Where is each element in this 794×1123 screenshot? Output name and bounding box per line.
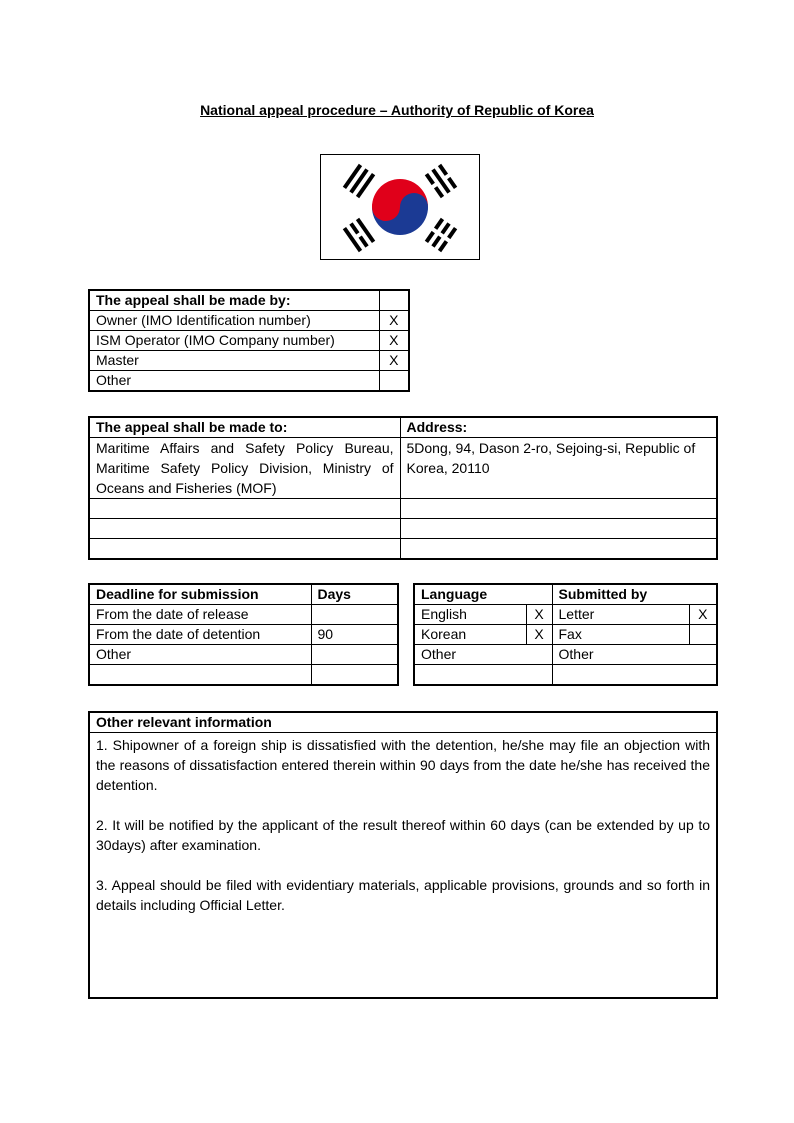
korea-flag-icon — [320, 154, 480, 260]
authority-name: Maritime Affairs and Safety Policy Bureau, Maritime Safety Policy Division, Ministry of Oceans and Fisheries (MOF) — [89, 438, 400, 499]
table-row — [89, 438, 717, 499]
info-paragraph: 2. It will be notified by the applicant of the result thereof within 60 days (can be extended by up to 30days) after examination. — [96, 817, 710, 853]
days-header: Days — [311, 584, 398, 605]
appeal-by-table — [88, 289, 410, 392]
check-mark: X — [526, 605, 552, 625]
table-row: Other — [89, 371, 409, 392]
table-row: From the date of detention 90 — [89, 625, 398, 645]
days-value: 90 — [311, 625, 398, 645]
check-mark: X — [379, 311, 409, 331]
table-row: Owner (IMO Identification number) X — [89, 311, 409, 331]
table-row — [89, 539, 717, 560]
table-row: From the date of release — [89, 605, 398, 625]
other-info-table — [88, 711, 718, 999]
table-row: English X Letter X — [414, 605, 717, 625]
table-row: ISM Operator (IMO Company number) X — [89, 331, 409, 351]
address-header: Address: — [400, 417, 717, 438]
appeal-to-table — [88, 416, 718, 560]
deadline-header: Deadline for submission — [89, 584, 311, 605]
check-mark: X — [379, 351, 409, 371]
submitted-by-header: Submitted by — [552, 584, 717, 605]
other-info-header: Other relevant information — [89, 712, 717, 733]
check-mark — [379, 371, 409, 392]
table-row: Other Other — [414, 645, 717, 665]
check-mark: X — [379, 331, 409, 351]
appeal-by-header: The appeal shall be made by: — [89, 290, 379, 311]
info-paragraph: 1. Shipowner of a foreign ship is dissatisfied with the detention, he/she may file an objection with the reasons of dissatisfaction entered therein within 90 days from the date he/she has received the detention. — [96, 737, 710, 793]
check-mark: X — [526, 625, 552, 645]
deadline-table — [88, 583, 399, 686]
authority-address: 5Dong, 94, Dason 2-ro, Sejoing-si, Republic of Korea, 20110 — [400, 438, 717, 499]
appeal-to-header: The appeal shall be made to: — [89, 417, 400, 438]
table-row — [89, 665, 398, 686]
check-mark — [689, 625, 717, 645]
language-header: Language — [414, 584, 552, 605]
language-table — [413, 583, 718, 686]
page-title: National appeal procedure – Authority of Republic of Korea — [200, 102, 594, 118]
table-row: Other — [89, 645, 398, 665]
table-row — [414, 665, 717, 686]
check-mark: X — [689, 605, 717, 625]
other-info-body — [89, 733, 717, 999]
table-row — [89, 499, 717, 519]
table-row: Korean X Fax — [414, 625, 717, 645]
table-row — [89, 519, 717, 539]
table-row: Master X — [89, 351, 409, 371]
info-paragraph: 3. Appeal should be filed with evidentiary materials, applicable provisions, grounds and so forth in details including Official Letter. — [96, 877, 710, 913]
